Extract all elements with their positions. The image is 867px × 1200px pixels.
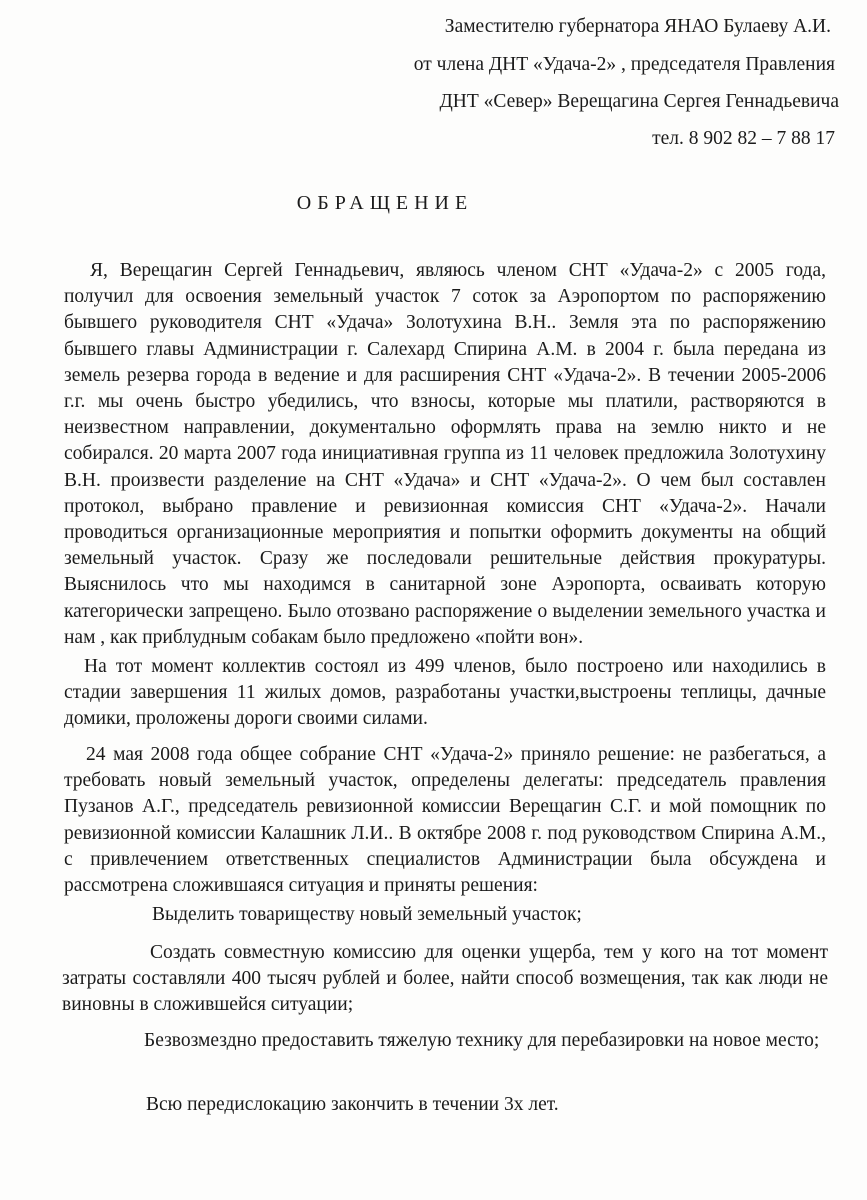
paragraph-text: Я, Верещагин Сергей Геннадьевич, являюсь членом СНТ «Удача-2» с 2005 года, получил для освоения земельный участок 7 соток за Аэропортом по распоряжению бывшего руководителя СНТ «Удача» Золотухина В.Н.. Земля эта по распоряжению бывшего главы Администрации г. Салехард Спирина А.М. в 2004 г. была передана из земель резерва города в ведение и для расширения СНТ «Удача-2». В течении 2005-2006 г.г. мы очень быстро убедились, что взносы, которые мы платили, растворяются в неизвестном направлении, документально оформлять права на землю никто и не собирался. 20 марта 2007 года инициативная группа из 11 человек предложила Золотухину В.Н. произвести разделение на СНТ «Удача» и СНТ «Удача-2». О чем был составлен протокол, выбрано правление и ревизионная комиссия СНТ «Удача-2». Начали проводиться организационные мероприятия и попытки оформить документы на общий земельный участок. Сразу же последовали решительные действия прокуратуры. Выяснилось что мы находимся в санитарной зоне Аэропорта, осваивать которую категорически запрещено. Было отозвано распоряжение о выделении земельного участка и нам , как приблудным собакам было предложено «пойти вон». — [64, 260, 826, 648]
decision-item — [62, 940, 828, 1019]
decision-text: Создать совместную комиссию для оценки ущерба, тем у кого на тот момент затраты составляли 400 тысяч рублей и более, найти способ возмещения, так как люди не виновны в сложившейся ситуации; — [62, 942, 828, 1016]
paragraph-text: 24 мая 2008 года общее собрание СНТ «Удача-2» приняло решение: не разбегаться, а требовать новый земельный участок, определены делегаты: председатель правления Пузанов А.Г., председатель ревизионной комиссии Верещагин С.Г. и мой помощник по ревизионной комиссии Калашник Л.И.. В октябре 2008 г. под руководством Спирина А.М., с привлечением ответственных специалистов Администрации была обсуждена и рассмотрена сложившаяся ситуация и приняты решения: — [64, 744, 826, 897]
decision-item — [146, 1092, 826, 1118]
paragraph-text: На тот момент коллектив состоял из 499 членов, было построено или находились в стадии завершения 11 жилых домов, разработаны участки,выстроены теплицы, дачные домики, проложены дороги своими силами. — [64, 656, 826, 730]
decision-text: Всю передислокацию закончить в течении 3х лет. — [146, 1094, 559, 1115]
addressee-line: Заместителю губернатора ЯНАО Булаеву А.И. — [444, 16, 831, 37]
sender-line: от члена ДНТ «Удача-2» , председателя Правления — [413, 54, 835, 75]
decision-item — [52, 1028, 828, 1054]
decision-item — [152, 902, 832, 928]
paragraph-1 — [64, 258, 826, 651]
decision-text: Выделить товариществу новый земельный участок; — [152, 904, 582, 925]
document-title: ОБРАЩЕНИЕ — [296, 192, 474, 214]
phone-line: тел. 8 902 82 – 7 88 17 — [652, 128, 835, 149]
paragraph-2 — [64, 654, 826, 733]
paragraph-3 — [64, 742, 826, 899]
decision-text: Безвозмездно предоставить тяжелую технику для перебазировки на новое место; — [144, 1030, 820, 1051]
sender-org-line: ДНТ «Север» Верещагина Сергея Геннадьевича — [439, 91, 839, 112]
